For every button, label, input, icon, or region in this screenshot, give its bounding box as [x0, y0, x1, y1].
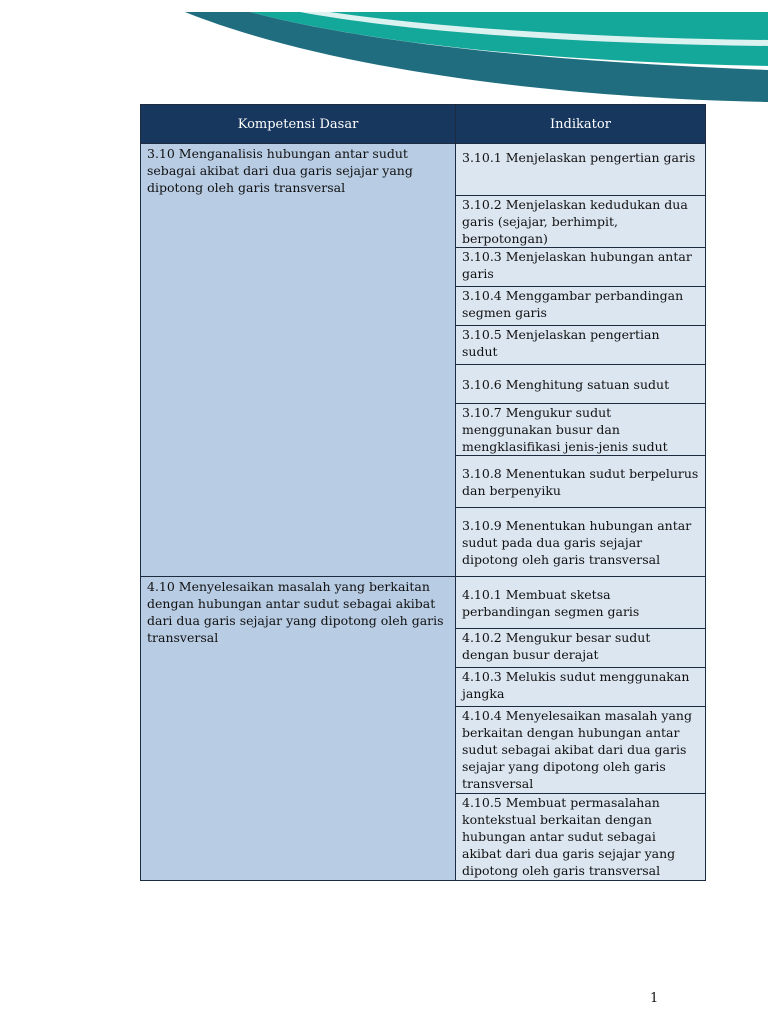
- indicator-cell: 3.10.3 Menjelaskan hubungan antar garis: [456, 248, 706, 287]
- table-row: [141, 144, 706, 196]
- indicator-cell: 3.10.4 Menggambar perbandingan segmen garis: [456, 287, 706, 326]
- header-indikator: Indikator: [456, 105, 706, 144]
- header-swoosh-graphic: [0, 0, 768, 110]
- indicator-cell: 3.10.5 Menjelaskan pengertian sudut: [456, 326, 706, 365]
- indicator-cell: 4.10.5 Membuat permasalahan kontekstual berkaitan dengan hubungan antar sudut sebagai akibat dari dua garis sejajar yang dipotong oleh garis transversal: [456, 794, 706, 881]
- indicator-cell: 3.10.7 Mengukur sudut menggunakan busur dan mengklasifikasi jenis-jenis sudut: [456, 404, 706, 456]
- indicator-cell: 3.10.6 Menghitung satuan sudut: [456, 365, 706, 404]
- indicator-cell: 3.10.2 Menjelaskan kedudukan dua garis (sejajar, berhimpit, berpotongan): [456, 196, 706, 248]
- indicator-cell: 3.10.8 Menentukan sudut berpelurus dan berpenyiku: [456, 456, 706, 508]
- kd-cell-4-10: 4.10 Menyelesaikan masalah yang berkaitan dengan hubungan antar sudut sebagai akibat dari dua garis sejajar yang dipotong oleh garis transversal: [141, 577, 456, 881]
- indicator-cell: 4.10.4 Menyelesaikan masalah yang berkaitan dengan hubungan antar sudut sebagai akibat dari dua garis sejajar yang dipotong oleh garis transversal: [456, 707, 706, 794]
- indicator-cell: 4.10.2 Mengukur besar sudut dengan busur derajat: [456, 629, 706, 668]
- competency-table: [140, 104, 706, 881]
- header-kompetensi-dasar: Kompetensi Dasar: [141, 105, 456, 144]
- indicator-cell: 3.10.1 Menjelaskan pengertian garis: [456, 144, 706, 196]
- page-number: 1: [650, 991, 659, 1006]
- indicator-cell: 3.10.9 Menentukan hubungan antar sudut pada dua garis sejajar dipotong oleh garis transversal: [456, 508, 706, 577]
- indicator-cell: 4.10.3 Melukis sudut menggunakan jangka: [456, 668, 706, 707]
- table-row: [141, 577, 706, 629]
- table-header-row: [141, 105, 706, 144]
- kd-cell-3-10: 3.10 Menganalisis hubungan antar sudut sebagai akibat dari dua garis sejajar yang dipotong oleh garis transversal: [141, 144, 456, 577]
- indicator-cell: 4.10.1 Membuat sketsa perbandingan segmen garis: [456, 577, 706, 629]
